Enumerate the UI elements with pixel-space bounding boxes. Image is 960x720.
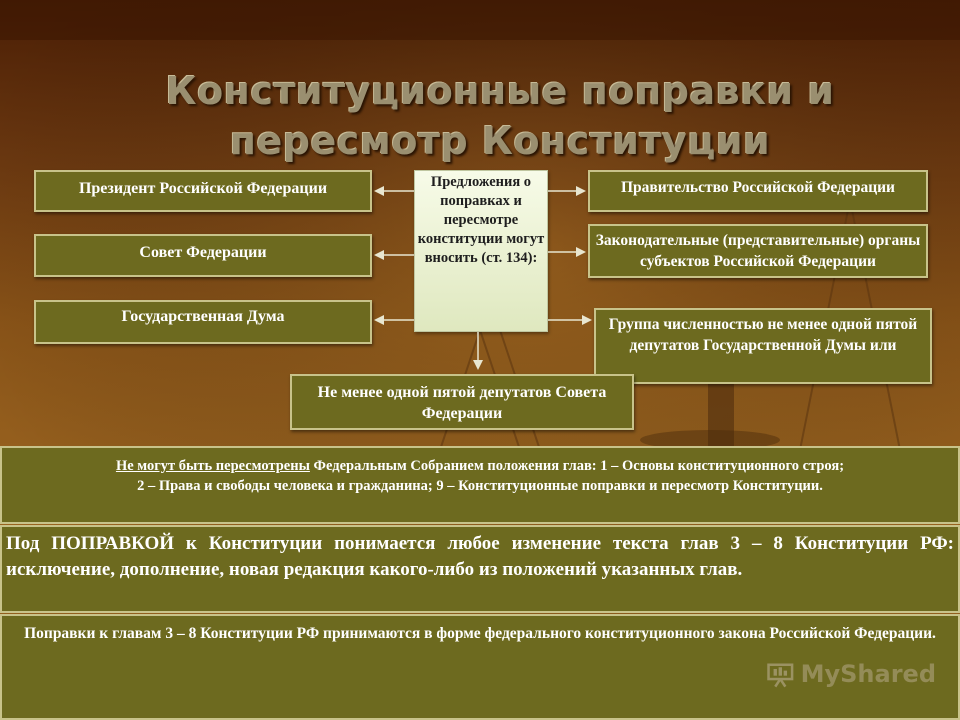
center-proposals-box: Предложения о поправках и пересмотре конституции могут вносить (ст. 134): — [414, 170, 548, 332]
box-regional-legislatures: Законодательные (представительные) органы субъектов Российской Федерации — [588, 224, 928, 278]
panel-amendment-definition — [0, 525, 960, 613]
panel-not-revisable — [0, 446, 960, 524]
box-government: Правительство Российской Федерации — [588, 170, 928, 212]
slide-title: Конституционные поправки и пересмотр Конституции — [165, 69, 835, 163]
box-duma-deputies-group: Группа численностью не менее одной пятой депутатов Государственной Думы или — [594, 308, 932, 384]
box-federation-council: Совет Федерации — [34, 234, 372, 277]
watermark — [766, 654, 936, 694]
not-revisable-label: Не могут быть пересмотрены — [115, 458, 310, 474]
presentation-icon — [766, 658, 795, 690]
box-state-duma: Государственная Дума — [34, 300, 372, 344]
box-council-deputies: Не менее одной пятой депутатов Совета Федерации — [290, 374, 634, 430]
amendment-adoption-text: Поправки к главам 3 – 8 Конституции РФ принимаются в форме федерального конституционного закона Российской Федерации. — [24, 625, 936, 642]
box-president: Президент Российской Федерации — [34, 170, 372, 212]
not-revisable-line1: Федеральным Собранием положения глав: 1 – Основы конституционного строя; — [309, 458, 845, 474]
not-revisable-line2: 2 – Права и свободы человека и гражданина; 9 – Конституционные поправки и пересмотр Конституции. — [137, 478, 823, 494]
watermark-text: MyShared — [800, 660, 936, 688]
amendment-definition-text: Под ПОПРАВКОЙ к Конституции понимается любое изменение текста глав 3 – 8 Конституции РФ: исключение, дополнение, новая редакция какого-либо из положений указанных глав. — [6, 533, 954, 580]
